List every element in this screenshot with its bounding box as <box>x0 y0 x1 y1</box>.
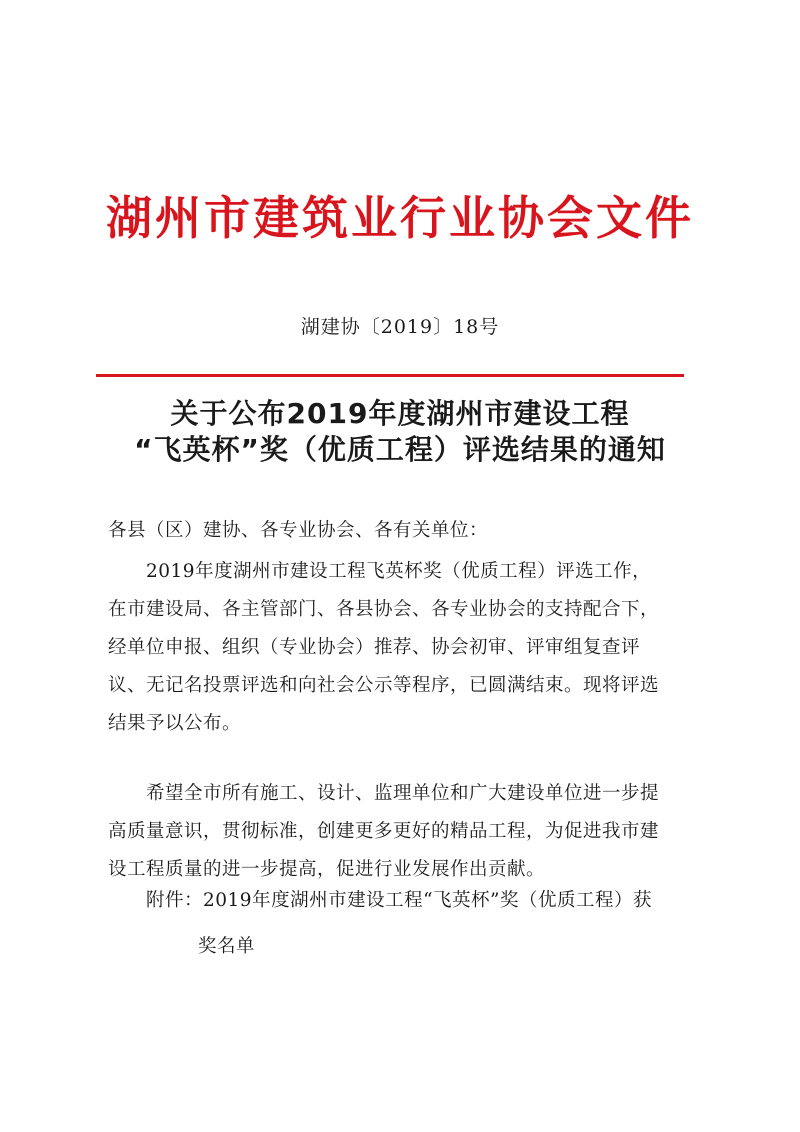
document-number: 湖建协〔2019〕18号 <box>300 316 500 338</box>
attachment-note: 附件：2019年度湖州市建设工程“飞英杯”奖（优质工程）获 <box>146 890 652 911</box>
salutation: 各县（区）建协、各专业协会、各有关单位： <box>108 520 489 541</box>
document-header: 湖州市建筑业行业协会文件 <box>106 191 694 245</box>
notice-title-line-1: 关于公布2019年度湖州市建设工程 <box>170 397 630 430</box>
notice-title-line-2: “飞英杯”奖（优质工程）评选结果的通知 <box>134 433 666 466</box>
attachment-note-continued: 奖名单 <box>198 936 256 957</box>
red-divider-line <box>96 374 684 377</box>
body-paragraph-2: 希望全市所有施工、设计、监理单位和广大建设单位进一步提高质量意识，贯彻标准，创建更多更好的精品工程，为促进我市建设工程质量的进一步提高，促进行业发展作出贡献。 <box>108 783 660 880</box>
body-paragraph-1: 2019年度湖州市建设工程飞英杯奖（优质工程）评选工作，在市建设局、各主管部门、各县协会、各专业协会的支持配合下，经单位申报、组织（专业协会）推荐、协会初审、评审组复查评议、无记名投票评选和向社会公示等程序，已圆满结束。现将评选结果予以公布。 <box>108 561 660 734</box>
